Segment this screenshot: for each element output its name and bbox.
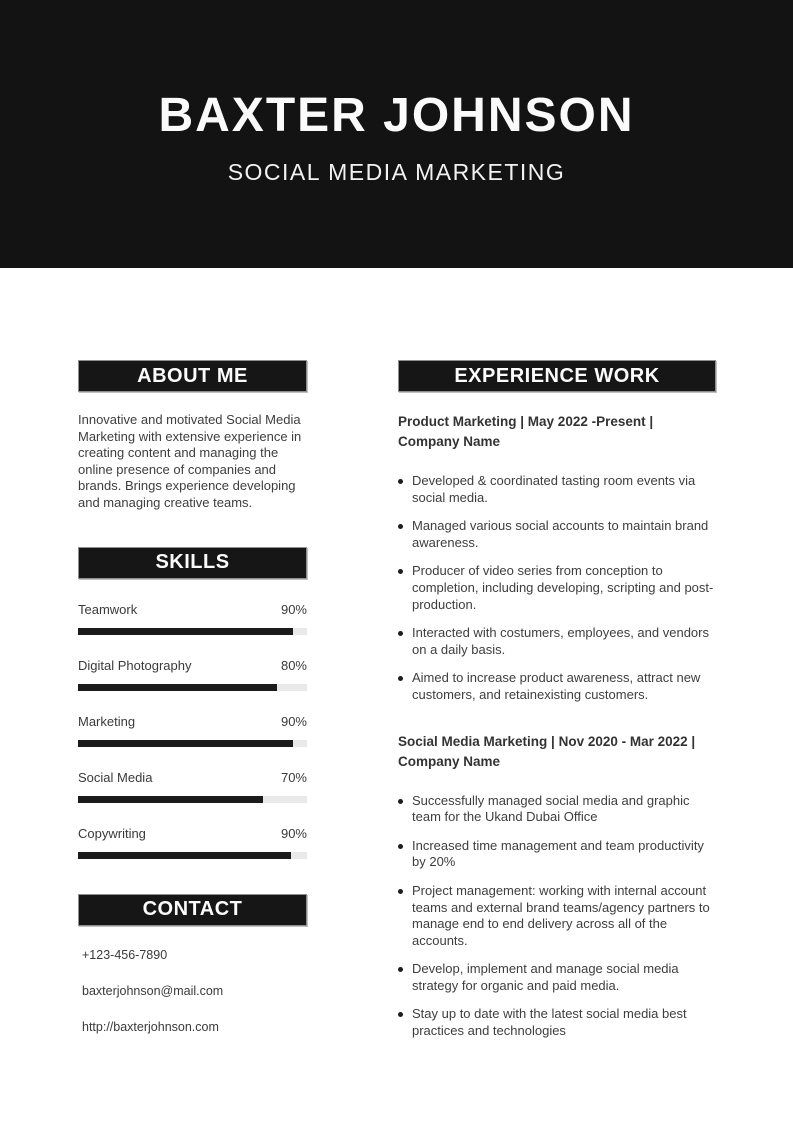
- hero-header: [0, 0, 793, 268]
- bullet-icon: [398, 889, 403, 894]
- experience-section-header: [398, 360, 716, 392]
- job-bullet: Successfully managed social media and graphic team for the Ukand Dubai Office: [398, 793, 716, 826]
- skill-percent: 90%: [280, 601, 307, 617]
- contact-section: [78, 894, 307, 1034]
- job-bullet: Aimed to increase product awareness, attract new customers, and retainexisting customers.: [398, 670, 716, 703]
- skill-row: [78, 714, 307, 747]
- skill-label: Digital Photography: [78, 657, 192, 673]
- contact-website[interactable]: http://baxterjohnson.com: [82, 1019, 219, 1034]
- skill-progress-fill: [78, 740, 293, 747]
- left-column: [78, 360, 307, 1040]
- skill-label: Marketing: [78, 713, 136, 729]
- content-columns: [0, 268, 793, 1040]
- bullet-icon: [398, 967, 403, 972]
- job-bullet-list: [398, 473, 716, 704]
- skills-section-header: [78, 547, 307, 579]
- job-bullet: Interacted with costumers, employees, and vendors on a daily basis.: [398, 625, 716, 658]
- contact-phone: +123-456-7890: [82, 947, 168, 962]
- skill-percent: 80%: [280, 657, 307, 673]
- skill-label: Copywriting: [78, 825, 146, 841]
- job-bullet: Managed various social accounts to maintain brand awareness.: [398, 518, 716, 551]
- skill-progress-fill: [78, 684, 277, 691]
- bullet-icon: [398, 1012, 403, 1017]
- bullet-icon: [398, 676, 403, 681]
- job-bullet: Developed & coordinated tasting room events via social media.: [398, 473, 716, 506]
- job-bullet: Stay up to date with the latest social media best practices and technologies: [398, 1006, 716, 1039]
- job-heading: Social Media Marketing | Nov 2020 - Mar 2022 | Company Name: [398, 733, 696, 769]
- skill-row: [78, 658, 307, 691]
- skill-percent: 90%: [280, 713, 307, 729]
- contact-section-header: [78, 894, 307, 926]
- skills-section: [78, 547, 307, 859]
- skill-progress-track: [78, 684, 307, 691]
- skill-progress-fill: [78, 628, 293, 635]
- job-bullet: Project management: working with internal account teams and external brand teams/agency partners to manage end to end delivery across all of the accounts.: [398, 883, 716, 949]
- skill-label: Social Media: [78, 769, 153, 785]
- skills-section-title: SKILLS: [155, 551, 230, 574]
- skill-row: [78, 602, 307, 635]
- job-heading: Product Marketing | May 2022 -Present | Company Name: [398, 414, 654, 449]
- skill-progress-track: [78, 628, 307, 635]
- bullet-icon: [398, 524, 403, 529]
- skill-row: [78, 826, 307, 859]
- contact-email[interactable]: baxterjohnson@mail.com: [82, 983, 224, 998]
- bullet-icon: [398, 844, 403, 849]
- about-section-title: ABOUT ME: [137, 364, 248, 387]
- person-name: BAXTER JOHNSON: [158, 89, 635, 142]
- about-text: Innovative and motivated Social Media Marketing with extensive experience in creating content and managing the online presence of companies and brands. Brings experience developing and managing creative teams.: [78, 412, 302, 510]
- bullet-icon: [398, 799, 403, 804]
- bullet-icon: [398, 569, 403, 574]
- job-bullet: Develop, implement and manage social media strategy for organic and paid media.: [398, 961, 716, 994]
- contact-section-title: CONTACT: [142, 898, 243, 921]
- skill-percent: 90%: [280, 825, 307, 841]
- skill-progress-fill: [78, 852, 291, 859]
- job-bullet: Producer of video series from conception to completion, including developing, scripting and post-production.: [398, 563, 716, 613]
- experience-section-title: EXPERIENCE WORK: [454, 364, 660, 387]
- skill-percent: 70%: [280, 769, 307, 785]
- person-job-title: SOCIAL MEDIA MARKETING: [227, 159, 566, 185]
- skill-label: Teamwork: [78, 601, 138, 617]
- skill-progress-track: [78, 796, 307, 803]
- bullet-icon: [398, 631, 403, 636]
- job-bullet-list: [398, 793, 716, 1040]
- skill-progress-track: [78, 740, 307, 747]
- skill-row: [78, 770, 307, 803]
- right-column: [398, 360, 716, 1040]
- skill-progress-track: [78, 852, 307, 859]
- about-section-header: [78, 360, 307, 392]
- job-bullet: Increased time management and team productivity by 20%: [398, 838, 716, 871]
- bullet-icon: [398, 479, 403, 484]
- skill-progress-fill: [78, 796, 263, 803]
